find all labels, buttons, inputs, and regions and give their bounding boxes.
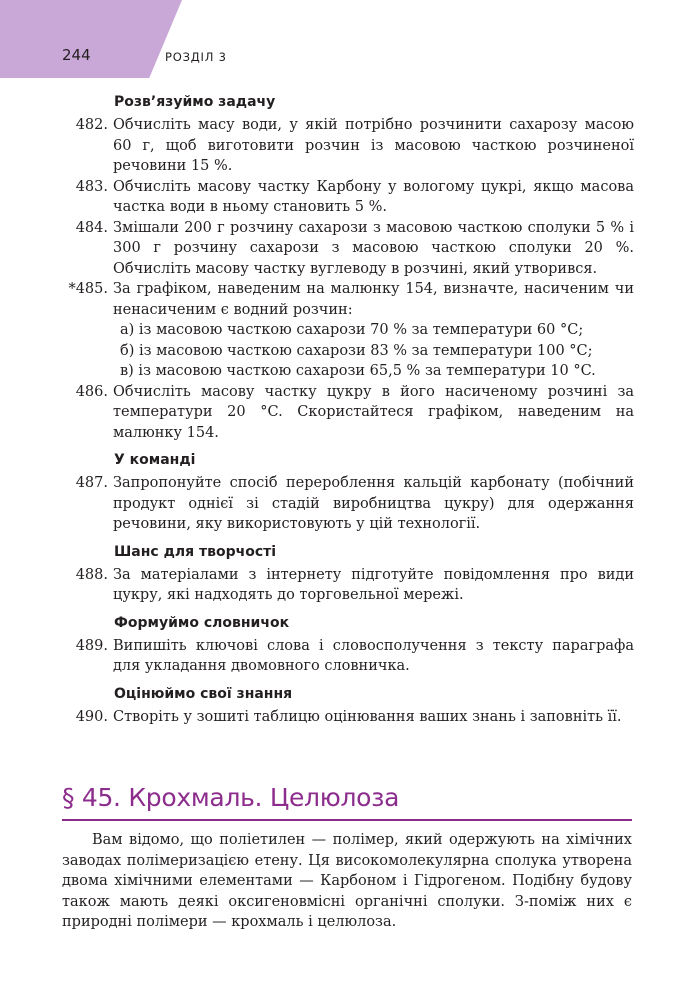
task-text: Обчисліть масову частку Карбону у вологому цукрі, якщо масова частка води в ньому становить 5 %. bbox=[113, 178, 634, 215]
task-number: 486. bbox=[75, 383, 108, 400]
task-487 bbox=[62, 473, 634, 535]
task-text: Змішали 200 г розчину сахарози з масовою часткою сполуки 5 % і 300 г розчину сахарози з масовою часткою сполуки 20 %. Обчисліть масову частку вуглеводу в розчині, який утворився. bbox=[113, 219, 634, 277]
section-heading: Шанс для творчості bbox=[114, 543, 277, 560]
task-488 bbox=[62, 565, 634, 606]
task-486 bbox=[62, 382, 634, 444]
section-heading: Формуймо словничок bbox=[114, 614, 290, 631]
section-heading: Оцінюймо свої знання bbox=[114, 685, 293, 702]
subitem-c: в) із масовою часткою сахарози 65,5 % за температури 10 °C. bbox=[120, 363, 596, 379]
task-text: Обчисліть масову частку цукру в його насиченому розчині за температури 20 °C. Скористайтеся графіком, наведеним на малюнку 154. bbox=[113, 383, 634, 441]
task-number: 490. bbox=[75, 708, 108, 725]
task-number: *485. bbox=[68, 281, 108, 297]
task-text: Запропонуйте спосіб перероблення кальцій карбонату (побічний продукт однієї зі стадій виробництва цукру) для одержання речовини, яку використовують у цій технології. bbox=[113, 475, 634, 532]
section-heading: У команді bbox=[114, 452, 196, 468]
task-489 bbox=[62, 636, 634, 677]
subitem-b: б) із масовою часткою сахарози 83 % за температури 100 °C; bbox=[120, 342, 593, 359]
task-482 bbox=[62, 115, 634, 177]
task-text: Випишіть ключові слова і словосполучення з тексту параграфа для укладання двомовного словничка. bbox=[113, 637, 634, 674]
exercises bbox=[62, 92, 634, 727]
section-heading: Розв’язуймо задачу bbox=[114, 94, 276, 110]
task-485 bbox=[62, 279, 634, 320]
task-number: 483. bbox=[75, 178, 108, 195]
task-number: 482. bbox=[75, 117, 108, 133]
title-divider bbox=[62, 819, 632, 821]
task-text: Обчисліть масу води, у якій потрібно розчинити сахарозу масою 60 г, щоб виготовити розчин із масовою часткою розчиненої речовини 15 %. bbox=[113, 117, 634, 174]
task-number: 487. bbox=[75, 475, 108, 491]
paragraph-title: § 45. Крохмаль. Целюлоза bbox=[62, 783, 400, 812]
task-number: 484. bbox=[75, 219, 108, 236]
task-number: 488. bbox=[75, 566, 108, 583]
page-number: 244 bbox=[62, 46, 91, 64]
header-band bbox=[0, 0, 182, 78]
task-484 bbox=[62, 218, 634, 280]
task-text: За матеріалами з інтернету підготуйте повідомлення про види цукру, які надходять до торговельної мережі. bbox=[113, 566, 634, 603]
subitem-a: а) із масовою часткою сахарози 70 % за температури 60 °C; bbox=[120, 322, 584, 338]
task-483 bbox=[62, 177, 634, 218]
task-number: 489. bbox=[75, 637, 108, 654]
task-490 bbox=[62, 707, 634, 728]
intro-paragraph: Вам відомо, що поліетилен — полімер, який одержують на хімічних заводах полімеризацією етену. Ця високомолекулярна сполука утворена двома хімічними елементами — Карбоном і Гідрогеном. Подібну будову також мають деякі оксигеновмісні органічні сполуки. З-поміж них є природні полімери — крохмаль і целюлоза. bbox=[62, 832, 632, 930]
chapter-label: РОЗДІЛ 3 bbox=[165, 50, 227, 64]
task-text: Створіть у зошиті таблицю оцінювання ваших знань і заповніть її. bbox=[113, 708, 622, 725]
task-text: За графіком, наведеним на малюнку 154, визначте, насиченим чи ненасиченим є водний розчин: bbox=[113, 281, 634, 318]
